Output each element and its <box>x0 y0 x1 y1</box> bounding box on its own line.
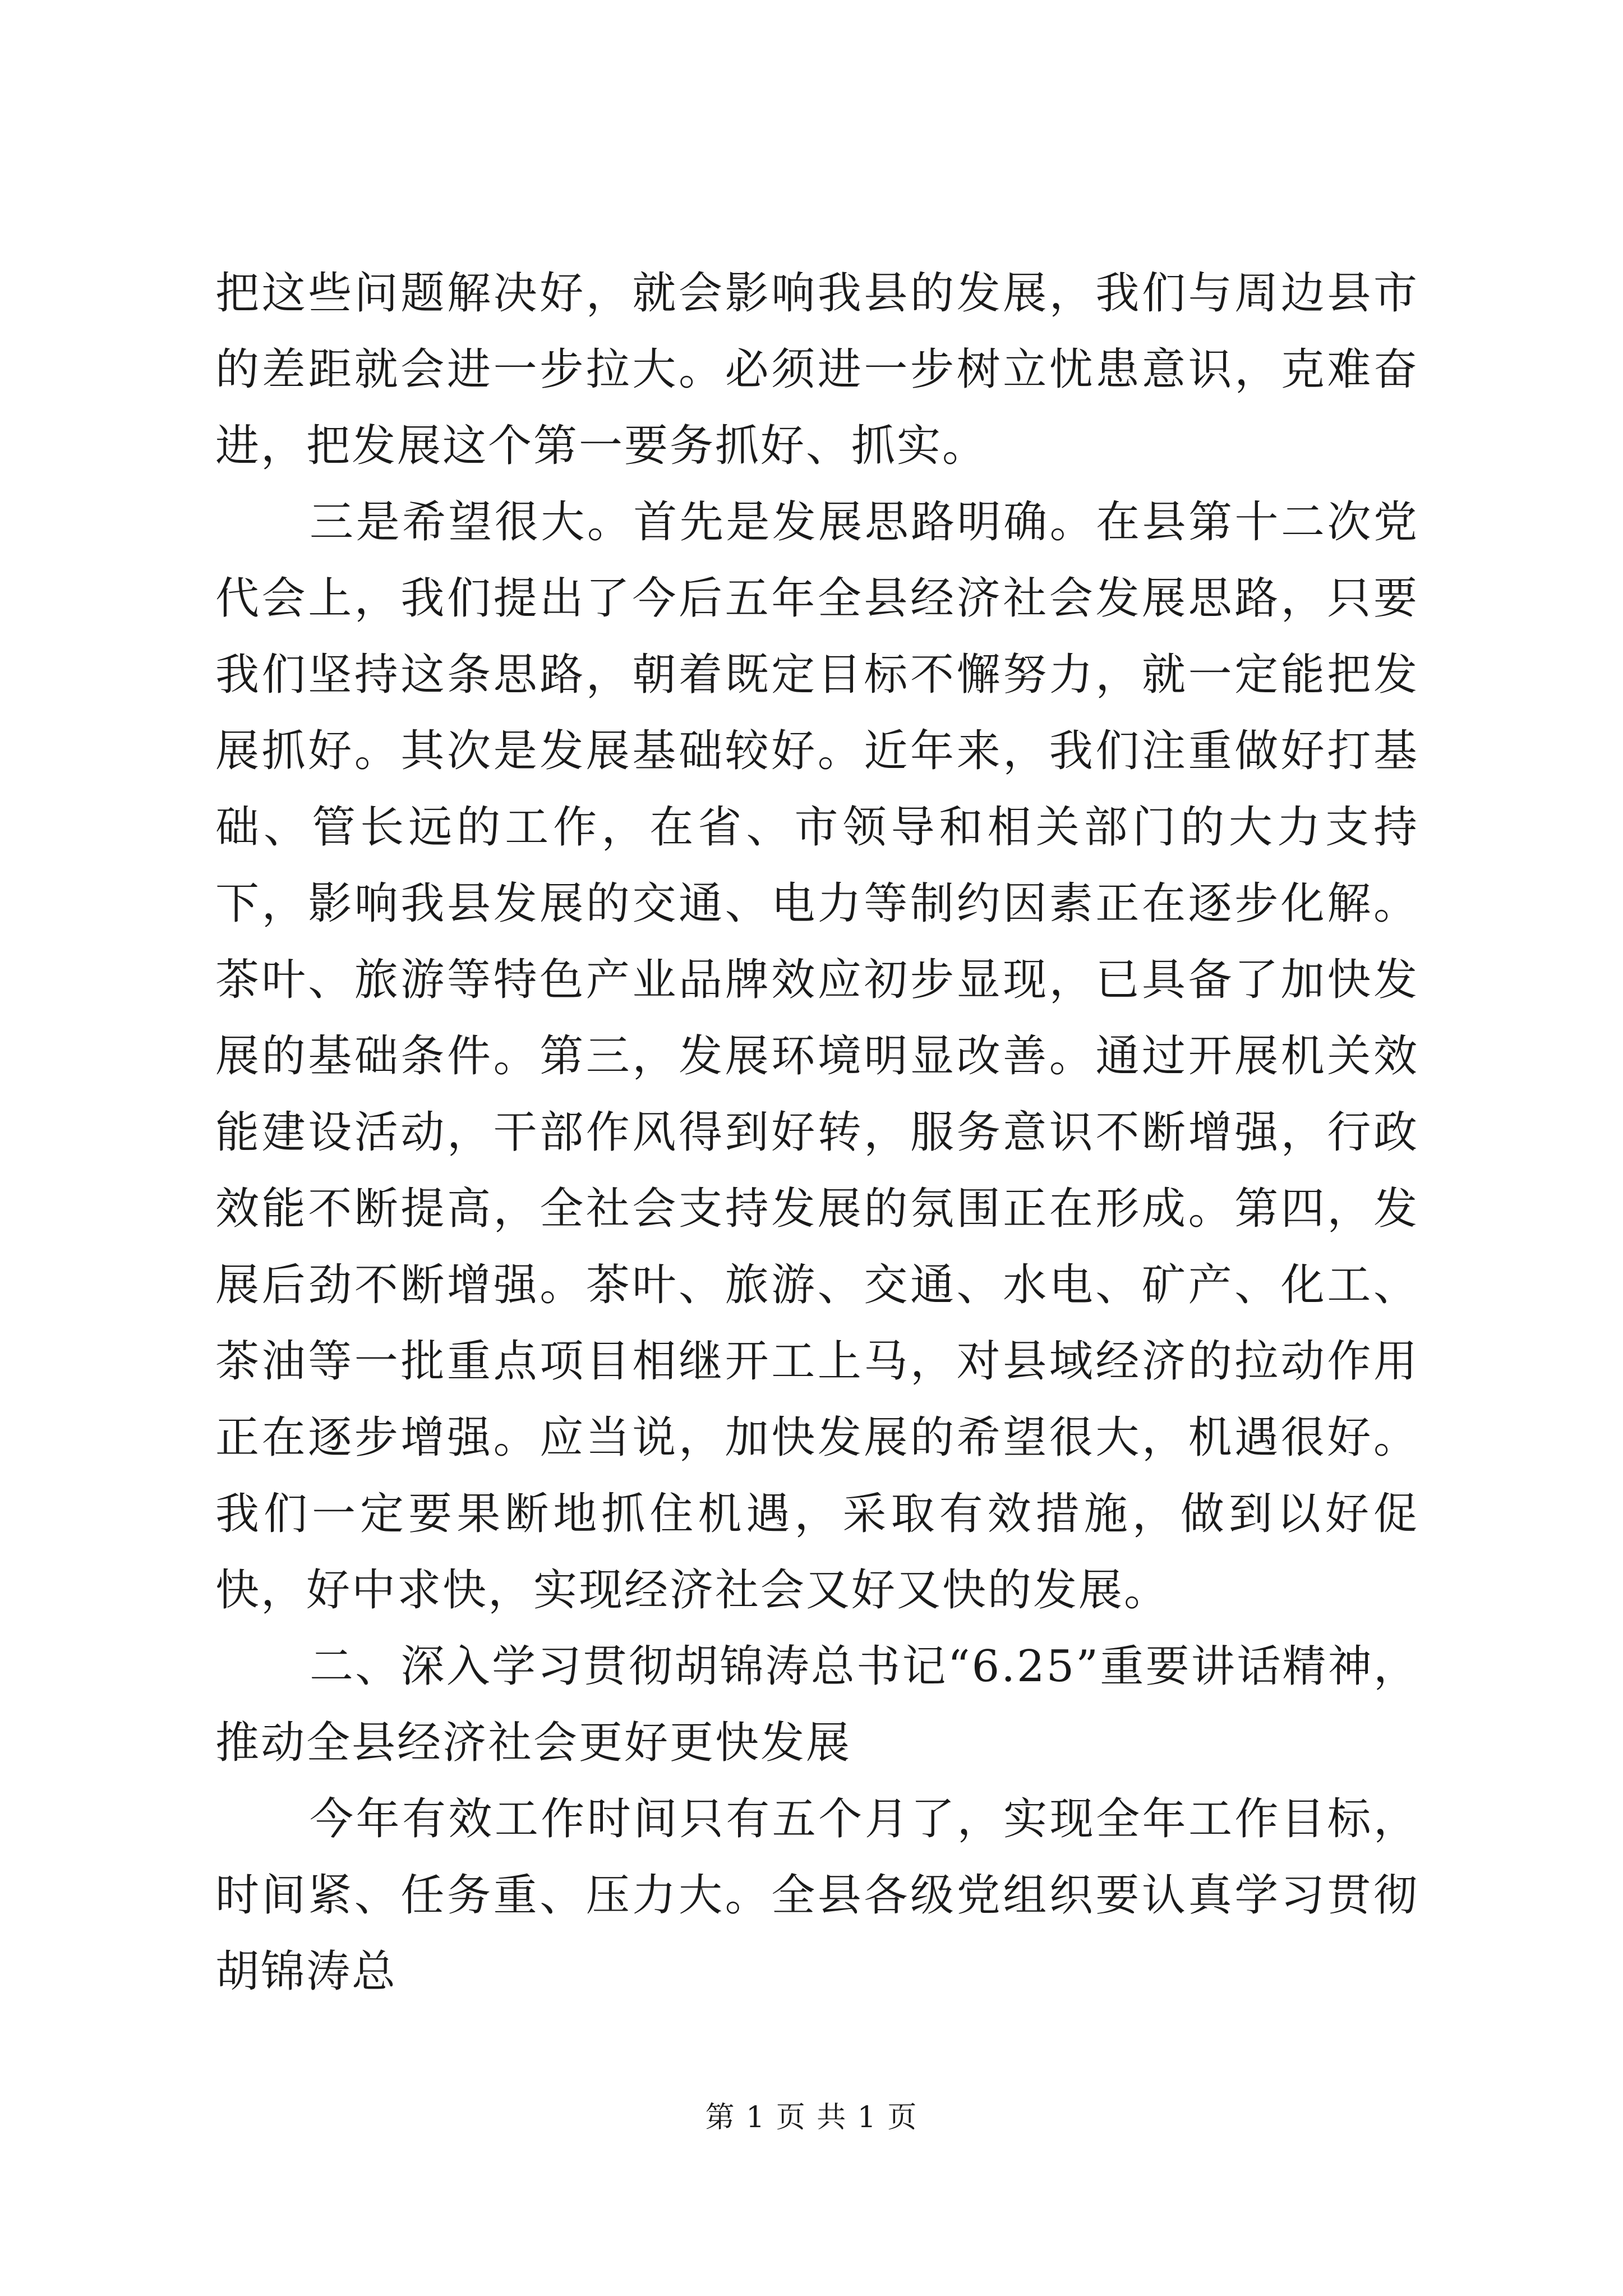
page-number-footer: 第 1 页 共 1 页 <box>705 2101 918 2134</box>
document-body <box>215 255 1419 2010</box>
paragraph-continuation: 把这些问题解决好，就会影响我县的发展，我们与周边县市的差距就会进一步拉大。必须进一步树立忧患意识，克难奋进，把发展这个第一要务抓好、抓实。 <box>215 268 1419 471</box>
paragraph-work-time: 今年有效工作时间只有五个月了，实现全年工作目标，时间紧、任务重、压力大。全县各级党组织要认真学习贯彻胡锦涛总 <box>215 1794 1419 1997</box>
paragraph-hope: 三是希望很大。首先是发展思路明确。在县第十二次党代会上，我们提出了今后五年全县经济社会发展思路，只要我们坚持这条思路，朝着既定目标不懈努力，就一定能把发展抓好。其次是发展基础较好。近年来，我们注重做好打基础、管长远的工作，在省、市领导和相关部门的大力支持下，影响我县发展的交通、电力等制约因素正在逐步化解。茶叶、旅游等特色产业品牌效应初步显现，已具备了加快发展的基础条件。第三，发展环境明显改善。通过开展机关效能建设活动，干部作风得到好转，服务意识不断增强，行政效能不断提高，全社会支持发展的氛围正在形成。第四，发展后劲不断增强。茶叶、旅游、交通、水电、矿产、化工、茶油等一批重点项目相继开工上马，对县域经济的拉动作用正在逐步增强。应当说，加快发展的希望很大，机遇很好。我们一定要果断地抓住机遇，采取有效措施，做到以好促快，好中求快，实现经济社会又好又快的发展。 <box>215 497 1419 1616</box>
section-heading-two: 二、深入学习贯彻胡锦涛总书记“6.25”重要讲话精神，推动全县经济社会更好更快发展 <box>215 1641 1419 1768</box>
